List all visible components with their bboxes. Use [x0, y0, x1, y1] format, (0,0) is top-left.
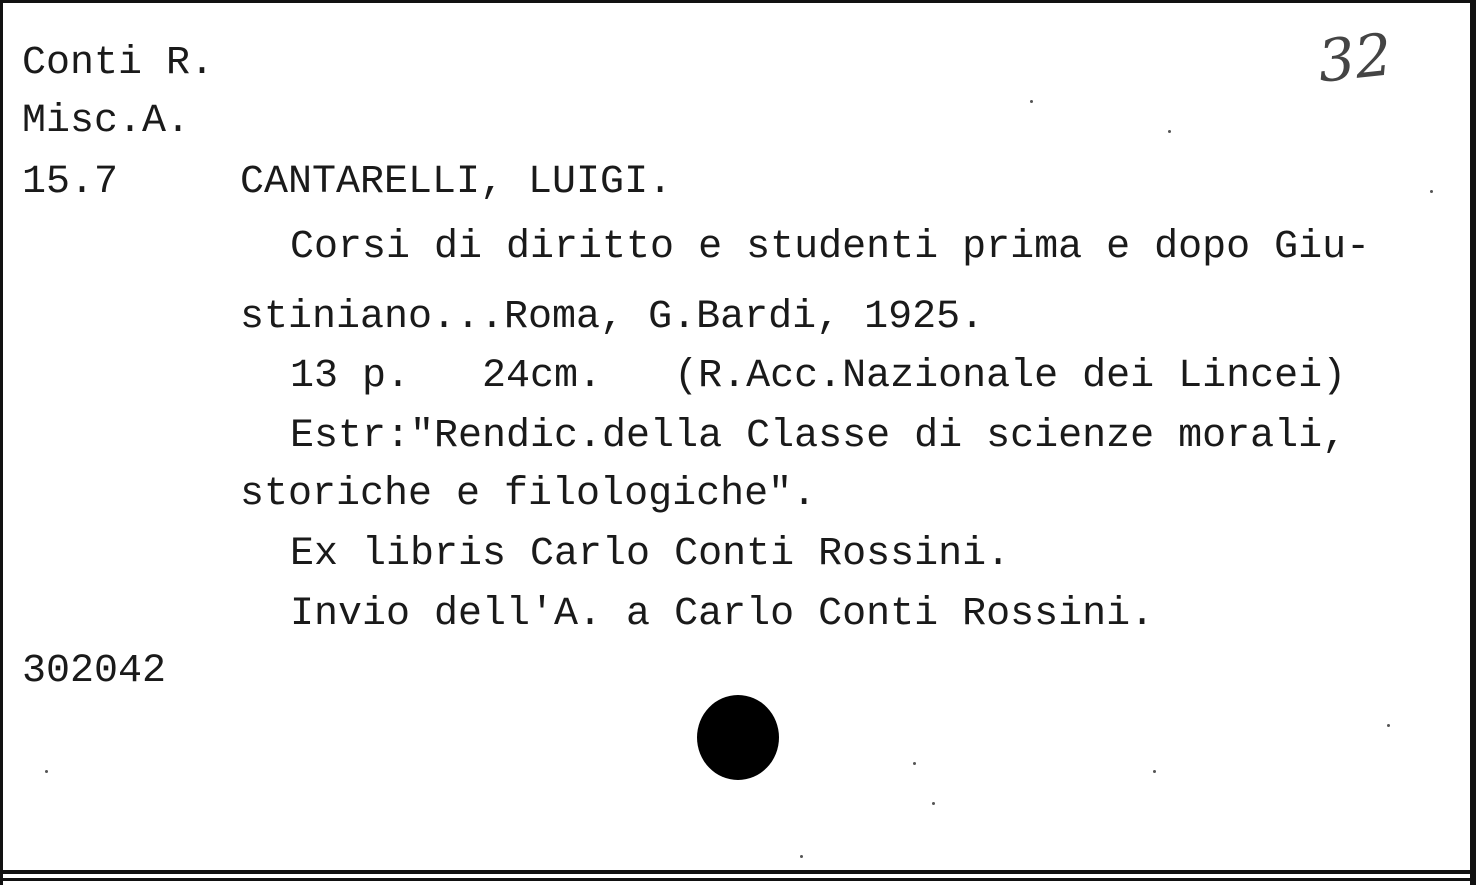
call-number-line-2: Misc.A. — [22, 99, 191, 144]
punch-hole — [697, 695, 779, 780]
speck — [1387, 724, 1390, 727]
call-number-line-3: 15.7 — [22, 160, 119, 205]
card-right-edge — [1470, 0, 1476, 885]
speck — [1153, 770, 1156, 773]
provenance-line: Ex libris Carlo Conti Rossini. — [290, 532, 1011, 577]
heading-author: CANTARELLI, LUIGI. — [240, 160, 673, 205]
card-top-edge — [0, 0, 1476, 3]
accession-number: 302042 — [22, 649, 167, 694]
dedication-line: Invio dell'A. a Carlo Conti Rossini. — [290, 592, 1155, 637]
card-bottom-edge — [0, 870, 1476, 874]
collation-line: 13 p. 24cm. (R.Acc.Nazionale dei Lincei) — [290, 354, 1347, 399]
note-line-1: Estr:"Rendic.della Classe di scienze morali, — [290, 414, 1347, 459]
speck — [1030, 100, 1033, 103]
speck — [800, 855, 803, 858]
speck — [913, 762, 916, 765]
title-line-2: stiniano...Roma, G.Bardi, 1925. — [240, 295, 985, 340]
speck — [45, 770, 48, 773]
card-bottom-edge-inner — [0, 878, 1476, 881]
card-left-edge — [0, 0, 3, 885]
title-line-1: Corsi di diritto e studenti prima e dopo Giu- — [290, 225, 1371, 270]
speck — [932, 802, 935, 805]
handwritten-mark: 32 — [1314, 20, 1396, 96]
call-number-line-1: Conti R. — [22, 41, 215, 86]
speck — [1168, 130, 1171, 133]
speck — [1430, 190, 1433, 193]
note-line-2: storiche e filologiche". — [240, 472, 817, 517]
